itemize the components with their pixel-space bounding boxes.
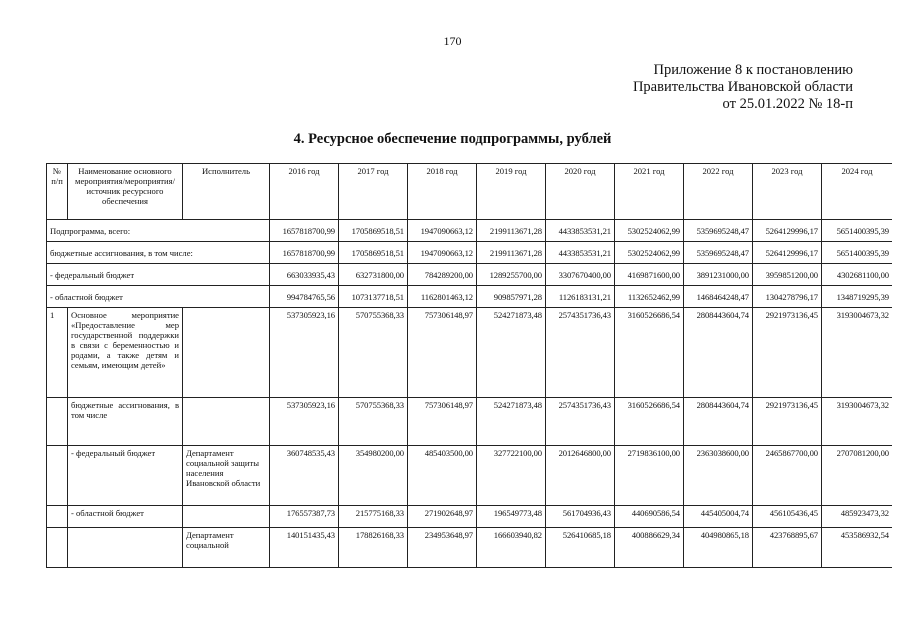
value-cell: 2921973136,45: [753, 398, 822, 446]
value-cell: 1162801463,12: [408, 286, 477, 308]
value-cell: 3891231000,00: [684, 264, 753, 286]
resource-table-container: [46, 163, 892, 568]
value-cell: 537305923,16: [270, 398, 339, 446]
value-cell: 1947090663,12: [408, 242, 477, 264]
value-cell: 1705869518,51: [339, 242, 408, 264]
value-cell: 2707081200,00: [822, 446, 893, 506]
value-cell: 166603940,82: [477, 528, 546, 568]
value-cell: 400886629,34: [615, 528, 684, 568]
value-cell: 176557387,73: [270, 506, 339, 528]
value-cell: 570755368,33: [339, 398, 408, 446]
value-cell: 3193004673,32: [822, 398, 893, 446]
row-executor: [183, 308, 270, 398]
value-cell: 404980865,18: [684, 528, 753, 568]
row-executor: [183, 398, 270, 446]
table-row: [47, 264, 893, 286]
value-cell: 327722100,00: [477, 446, 546, 506]
table-row: [47, 286, 893, 308]
value-cell: 1126183131,21: [546, 286, 615, 308]
value-cell: 196549773,48: [477, 506, 546, 528]
header-name: Наименование основного мероприятия/мероприятия/источник ресурсного обеспечения: [68, 164, 183, 220]
page-number: 170: [443, 34, 462, 48]
value-cell: 445405004,74: [684, 506, 753, 528]
value-cell: 4302681100,00: [822, 264, 893, 286]
value-cell: 2465867700,00: [753, 446, 822, 506]
value-cell: 485403500,00: [408, 446, 477, 506]
value-cell: 354980200,00: [339, 446, 408, 506]
value-cell: 2012646800,00: [546, 446, 615, 506]
value-cell: 5264129996,17: [753, 242, 822, 264]
value-cell: 5651400395,39: [822, 220, 893, 242]
value-cell: 271902648,97: [408, 506, 477, 528]
header-year: 2022 год: [684, 164, 753, 220]
value-cell: 2199113671,28: [477, 220, 546, 242]
value-cell: 632731800,00: [339, 264, 408, 286]
header-year: 2019 год: [477, 164, 546, 220]
row-executor: Департамент социальной: [183, 528, 270, 568]
summary-row-label: бюджетные ассигнования, в том числе:: [47, 242, 270, 264]
value-cell: 1947090663,12: [408, 220, 477, 242]
table-header-row: [47, 164, 893, 220]
value-cell: 1304278796,17: [753, 286, 822, 308]
value-cell: 360748535,43: [270, 446, 339, 506]
value-cell: 485923473,32: [822, 506, 893, 528]
row-name: - федеральный бюджет: [68, 446, 183, 506]
table-row: [47, 506, 893, 528]
header-year: 2020 год: [546, 164, 615, 220]
value-cell: 757306148,97: [408, 398, 477, 446]
value-cell: 994784765,56: [270, 286, 339, 308]
appendix-line-2: Правительства Ивановской области: [632, 79, 853, 95]
header-num: № п/п: [47, 164, 68, 220]
value-cell: 526410685,18: [546, 528, 615, 568]
row-name: - областной бюджет: [68, 506, 183, 528]
value-cell: 5359695248,47: [684, 242, 753, 264]
header-year: 2021 год: [615, 164, 684, 220]
summary-row-label: - областной бюджет: [47, 286, 270, 308]
value-cell: 5651400395,39: [822, 242, 893, 264]
value-cell: 2574351736,43: [546, 308, 615, 398]
value-cell: 1657818700,99: [270, 242, 339, 264]
row-executor: Департамент социальной защиты населения Ивановской области: [183, 446, 270, 506]
appendix-header: [633, 62, 853, 113]
row-number: [47, 446, 68, 506]
value-cell: 2719836100,00: [615, 446, 684, 506]
value-cell: 5302524062,99: [615, 220, 684, 242]
value-cell: 3959851200,00: [753, 264, 822, 286]
value-cell: 2921973136,45: [753, 308, 822, 398]
resource-table: [46, 163, 892, 568]
value-cell: 3307670400,00: [546, 264, 615, 286]
value-cell: 440690586,54: [615, 506, 684, 528]
value-cell: 1348719295,39: [822, 286, 893, 308]
appendix-line-3: от 25.01.2022 № 18-п: [722, 96, 853, 112]
row-name: Основное мероприятие «Предоставление мер государственной поддержки в связи с беременностью и родами, а также детям и семьям, имеющим детей»: [68, 308, 183, 398]
row-number: [47, 528, 68, 568]
header-year: 2023 год: [753, 164, 822, 220]
appendix-line-1: Приложение 8 к постановлению: [653, 62, 853, 78]
value-cell: 5302524062,99: [615, 242, 684, 264]
value-cell: 456105436,45: [753, 506, 822, 528]
value-cell: 234953648,97: [408, 528, 477, 568]
value-cell: 215775168,33: [339, 506, 408, 528]
value-cell: 5264129996,17: [753, 220, 822, 242]
value-cell: 2574351736,43: [546, 398, 615, 446]
row-number: [47, 506, 68, 528]
value-cell: 1468464248,47: [684, 286, 753, 308]
value-cell: 423768895,67: [753, 528, 822, 568]
value-cell: 178826168,33: [339, 528, 408, 568]
header-executor: Исполнитель: [183, 164, 270, 220]
value-cell: 537305923,16: [270, 308, 339, 398]
value-cell: 570755368,33: [339, 308, 408, 398]
value-cell: 1132652462,99: [615, 286, 684, 308]
value-cell: 524271873,48: [477, 308, 546, 398]
value-cell: 524271873,48: [477, 398, 546, 446]
value-cell: 1073137718,51: [339, 286, 408, 308]
value-cell: 4433853531,21: [546, 242, 615, 264]
value-cell: 2363038600,00: [684, 446, 753, 506]
table-row: [47, 446, 893, 506]
row-number: [47, 398, 68, 446]
header-year: 2016 год: [270, 164, 339, 220]
value-cell: 5359695248,47: [684, 220, 753, 242]
value-cell: 3160526686,54: [615, 398, 684, 446]
value-cell: 1705869518,51: [339, 220, 408, 242]
value-cell: 663033935,43: [270, 264, 339, 286]
summary-row-label: Подпрограмма, всего:: [47, 220, 270, 242]
value-cell: 757306148,97: [408, 308, 477, 398]
row-name: бюджетные ассигнования, в том числе: [68, 398, 183, 446]
value-cell: 3160526686,54: [615, 308, 684, 398]
table-row: [47, 398, 893, 446]
table-row: [47, 528, 893, 568]
value-cell: 2199113671,28: [477, 242, 546, 264]
value-cell: 1289255700,00: [477, 264, 546, 286]
value-cell: 453586932,54: [822, 528, 893, 568]
value-cell: 4169871600,00: [615, 264, 684, 286]
value-cell: 909857971,28: [477, 286, 546, 308]
header-year: 2018 год: [408, 164, 477, 220]
header-year: 2024 год: [822, 164, 893, 220]
row-name: [68, 528, 183, 568]
section-title: 4. Ресурсное обеспечение подпрограммы, рублей: [293, 131, 612, 147]
row-number: 1: [47, 308, 68, 398]
value-cell: 140151435,43: [270, 528, 339, 568]
value-cell: 561704936,43: [546, 506, 615, 528]
value-cell: 4433853531,21: [546, 220, 615, 242]
row-executor: [183, 506, 270, 528]
value-cell: 2808443604,74: [684, 398, 753, 446]
value-cell: 784289200,00: [408, 264, 477, 286]
value-cell: 2808443604,74: [684, 308, 753, 398]
table-row: [47, 308, 893, 398]
summary-row-label: - федеральный бюджет: [47, 264, 270, 286]
header-year: 2017 год: [339, 164, 408, 220]
value-cell: 3193004673,32: [822, 308, 893, 398]
table-row: [47, 220, 893, 242]
value-cell: 1657818700,99: [270, 220, 339, 242]
table-row: [47, 242, 893, 264]
